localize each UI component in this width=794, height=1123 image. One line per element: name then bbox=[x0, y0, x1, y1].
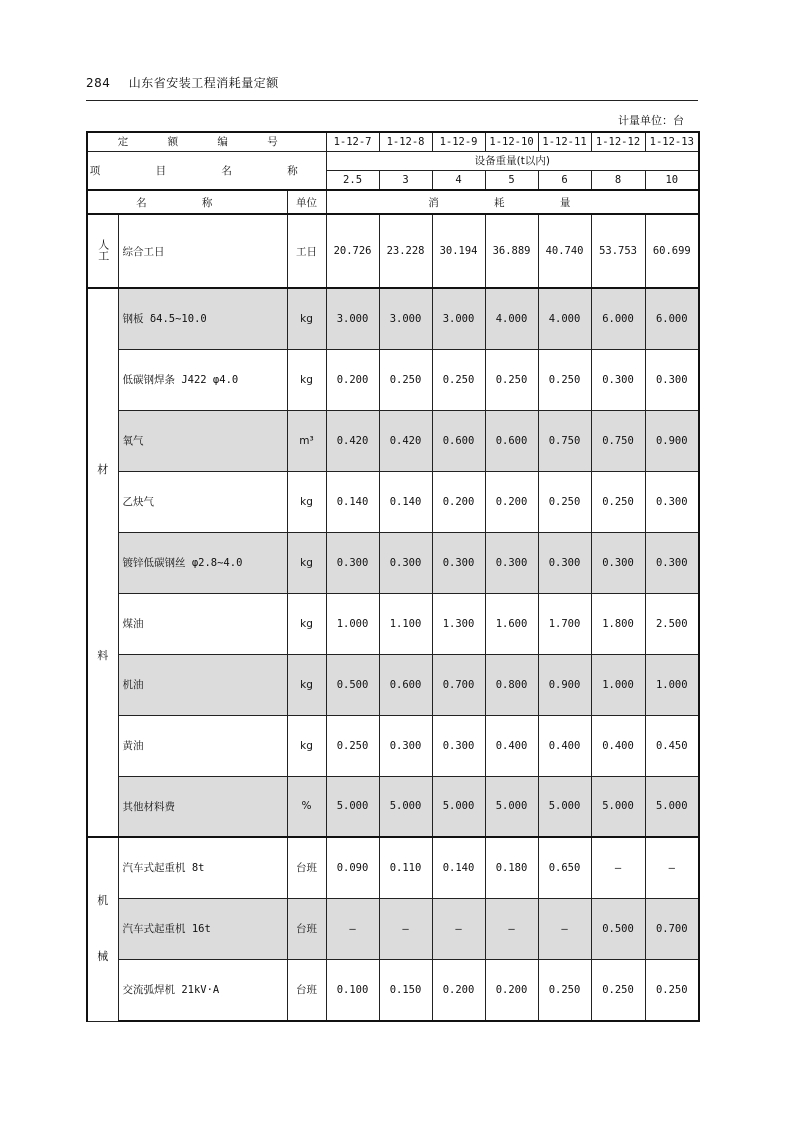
item-value: 0.110 bbox=[379, 837, 432, 898]
item-value: 1.000 bbox=[645, 654, 699, 715]
item-value: 0.140 bbox=[379, 471, 432, 532]
item-value: 53.753 bbox=[591, 214, 645, 288]
item-value: 1.700 bbox=[538, 593, 591, 654]
weight-value: 2.5 bbox=[326, 170, 379, 190]
item-value: 0.140 bbox=[432, 837, 485, 898]
item-value: 20.726 bbox=[326, 214, 379, 288]
weight-value: 4 bbox=[432, 170, 485, 190]
item-value: 4.000 bbox=[485, 288, 538, 349]
item-value: 0.420 bbox=[379, 410, 432, 471]
item-value: 1.000 bbox=[591, 654, 645, 715]
item-value: — bbox=[645, 837, 699, 898]
item-value: 1.600 bbox=[485, 593, 538, 654]
item-name: 黄油 bbox=[118, 715, 287, 776]
item-value: 0.150 bbox=[379, 959, 432, 1021]
item-unit: kg bbox=[287, 593, 326, 654]
item-value: 4.000 bbox=[538, 288, 591, 349]
item-value: 0.140 bbox=[326, 471, 379, 532]
item-value: 0.750 bbox=[591, 410, 645, 471]
quota-code: 1-12-11 bbox=[538, 132, 591, 151]
item-value: 0.180 bbox=[485, 837, 538, 898]
name-column-header: 名 称 bbox=[87, 190, 287, 214]
item-value: 0.250 bbox=[538, 349, 591, 410]
item-value: 0.600 bbox=[485, 410, 538, 471]
item-unit: kg bbox=[287, 349, 326, 410]
item-value: 30.194 bbox=[432, 214, 485, 288]
quota-code: 1-12-7 bbox=[326, 132, 379, 151]
item-value: 3.000 bbox=[432, 288, 485, 349]
item-value: 5.000 bbox=[326, 776, 379, 837]
item-value: 0.100 bbox=[326, 959, 379, 1021]
item-unit: kg bbox=[287, 654, 326, 715]
item-name: 煤油 bbox=[118, 593, 287, 654]
item-value: — bbox=[538, 898, 591, 959]
item-value: 0.300 bbox=[485, 532, 538, 593]
item-value: 0.200 bbox=[432, 471, 485, 532]
page-number: 284 bbox=[86, 76, 111, 90]
item-value: 0.500 bbox=[591, 898, 645, 959]
weight-value: 5 bbox=[485, 170, 538, 190]
item-name: 交流弧焊机 21kV·A bbox=[118, 959, 287, 1021]
item-value: 0.250 bbox=[645, 959, 699, 1021]
item-value: 0.420 bbox=[326, 410, 379, 471]
item-value: 5.000 bbox=[538, 776, 591, 837]
book-title: 山东省安装工程消耗量定额 bbox=[128, 76, 279, 90]
item-value: 0.250 bbox=[538, 471, 591, 532]
item-value: 0.300 bbox=[591, 349, 645, 410]
item-unit: 台班 bbox=[287, 898, 326, 959]
item-unit: kg bbox=[287, 715, 326, 776]
quota-code: 1-12-8 bbox=[379, 132, 432, 151]
item-value: 0.300 bbox=[432, 532, 485, 593]
item-name: 其他材料费 bbox=[118, 776, 287, 837]
item-unit: kg bbox=[287, 471, 326, 532]
item-value: — bbox=[432, 898, 485, 959]
item-value: 3.000 bbox=[379, 288, 432, 349]
quota-table bbox=[86, 131, 700, 1022]
item-value: 5.000 bbox=[591, 776, 645, 837]
item-unit: 台班 bbox=[287, 837, 326, 898]
item-name-label: 项 目 名 称 bbox=[87, 151, 326, 190]
item-value: 1.300 bbox=[432, 593, 485, 654]
item-value: 0.300 bbox=[432, 715, 485, 776]
item-value: 0.300 bbox=[591, 532, 645, 593]
item-value: 0.600 bbox=[432, 410, 485, 471]
item-value: 0.250 bbox=[591, 471, 645, 532]
item-value: — bbox=[379, 898, 432, 959]
weight-header: 设备重量(t以内) bbox=[326, 151, 699, 170]
item-value: 23.228 bbox=[379, 214, 432, 288]
item-value: 1.000 bbox=[326, 593, 379, 654]
quota-code-label: 定 额 编 号 bbox=[87, 132, 326, 151]
weight-value: 8 bbox=[591, 170, 645, 190]
item-value: — bbox=[485, 898, 538, 959]
category-materials: 材 料 bbox=[87, 288, 118, 837]
quota-code: 1-12-10 bbox=[485, 132, 538, 151]
item-unit: kg bbox=[287, 532, 326, 593]
item-name: 汽车式起重机 16t bbox=[118, 898, 287, 959]
item-value: 0.400 bbox=[591, 715, 645, 776]
item-value: 0.900 bbox=[645, 410, 699, 471]
item-value: 0.300 bbox=[645, 532, 699, 593]
item-unit: kg bbox=[287, 288, 326, 349]
item-value: 0.400 bbox=[485, 715, 538, 776]
item-value: 1.800 bbox=[591, 593, 645, 654]
item-name: 乙炔气 bbox=[118, 471, 287, 532]
item-value: 5.000 bbox=[485, 776, 538, 837]
item-value: 36.889 bbox=[485, 214, 538, 288]
item-value: 0.250 bbox=[326, 715, 379, 776]
item-value: 0.300 bbox=[379, 532, 432, 593]
item-value: 5.000 bbox=[379, 776, 432, 837]
item-value: 0.600 bbox=[379, 654, 432, 715]
category-labor: 人工 bbox=[87, 214, 118, 288]
quota-code: 1-12-12 bbox=[591, 132, 645, 151]
item-value: 0.450 bbox=[645, 715, 699, 776]
item-name: 综合工日 bbox=[118, 214, 287, 288]
weight-value: 3 bbox=[379, 170, 432, 190]
item-value: 0.400 bbox=[538, 715, 591, 776]
item-value: 0.200 bbox=[432, 959, 485, 1021]
item-value: 0.200 bbox=[485, 959, 538, 1021]
item-value: 0.200 bbox=[485, 471, 538, 532]
item-value: 1.100 bbox=[379, 593, 432, 654]
item-value: 0.650 bbox=[538, 837, 591, 898]
item-value: 0.300 bbox=[326, 532, 379, 593]
item-value: 0.090 bbox=[326, 837, 379, 898]
item-value: 0.300 bbox=[645, 471, 699, 532]
category-machinery: 机 械 bbox=[87, 837, 118, 1021]
item-value: 0.750 bbox=[538, 410, 591, 471]
item-name: 钢板 δ4.5~10.0 bbox=[118, 288, 287, 349]
item-value: 6.000 bbox=[645, 288, 699, 349]
item-name: 汽车式起重机 8t bbox=[118, 837, 287, 898]
item-unit: 工日 bbox=[287, 214, 326, 288]
item-value: — bbox=[591, 837, 645, 898]
item-value: 0.800 bbox=[485, 654, 538, 715]
unit-column-header: 单位 bbox=[287, 190, 326, 214]
item-unit: 台班 bbox=[287, 959, 326, 1021]
item-value: 0.250 bbox=[379, 349, 432, 410]
item-value: 0.250 bbox=[432, 349, 485, 410]
item-value: 0.700 bbox=[645, 898, 699, 959]
quota-code: 1-12-13 bbox=[645, 132, 699, 151]
consumption-header: 消 耗 量 bbox=[326, 190, 699, 214]
item-value: 60.699 bbox=[645, 214, 699, 288]
quota-code: 1-12-9 bbox=[432, 132, 485, 151]
item-name: 低碳钢焊条 J422 φ4.0 bbox=[118, 349, 287, 410]
item-value: 0.700 bbox=[432, 654, 485, 715]
weight-value: 10 bbox=[645, 170, 699, 190]
unit-note: 计量单位：台 bbox=[618, 114, 684, 127]
item-value: 0.300 bbox=[538, 532, 591, 593]
item-value: 0.250 bbox=[538, 959, 591, 1021]
item-value: — bbox=[326, 898, 379, 959]
item-value: 0.500 bbox=[326, 654, 379, 715]
item-name: 机油 bbox=[118, 654, 287, 715]
item-name: 氧气 bbox=[118, 410, 287, 471]
item-value: 40.740 bbox=[538, 214, 591, 288]
item-value: 0.900 bbox=[538, 654, 591, 715]
item-value: 5.000 bbox=[432, 776, 485, 837]
item-value: 5.000 bbox=[645, 776, 699, 837]
page-header bbox=[86, 74, 279, 91]
header-rule bbox=[86, 100, 698, 101]
item-name: 镀锌低碳钢丝 φ2.8~4.0 bbox=[118, 532, 287, 593]
item-value: 2.500 bbox=[645, 593, 699, 654]
item-value: 0.300 bbox=[379, 715, 432, 776]
item-unit: % bbox=[287, 776, 326, 837]
item-value: 0.250 bbox=[485, 349, 538, 410]
item-value: 0.300 bbox=[645, 349, 699, 410]
item-value: 3.000 bbox=[326, 288, 379, 349]
item-value: 6.000 bbox=[591, 288, 645, 349]
weight-value: 6 bbox=[538, 170, 591, 190]
item-value: 0.250 bbox=[591, 959, 645, 1021]
item-unit: m³ bbox=[287, 410, 326, 471]
item-value: 0.200 bbox=[326, 349, 379, 410]
